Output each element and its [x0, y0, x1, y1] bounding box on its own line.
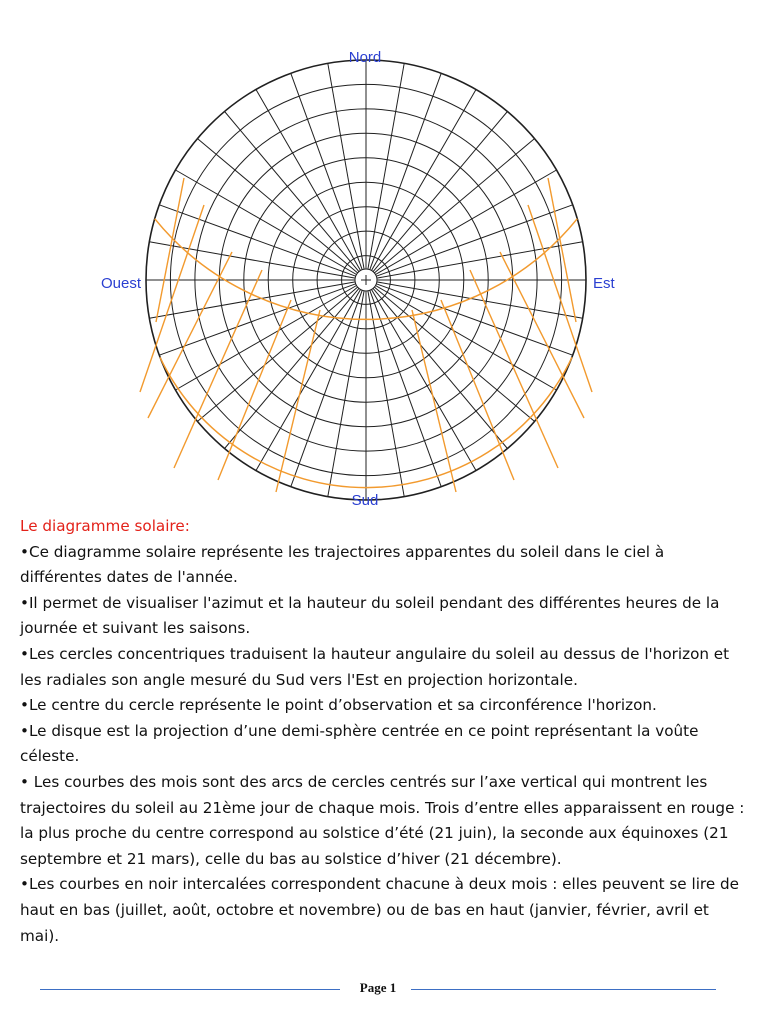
- azimuth-radial: [149, 282, 355, 318]
- hour-line: [500, 252, 584, 418]
- hour-line: [148, 252, 232, 418]
- hour-line: [548, 178, 576, 322]
- paragraph-2: •Il permet de visualiser l'azimut et la hauteur du soleil pendant des différentes heures de la journée et suivant les saisons.: [20, 593, 720, 638]
- azimuth-radial: [291, 73, 362, 269]
- paragraph-3: •Les cercles concentriques traduisent la hauteur angulaire du soleil au dessus de l'horizon et les radiales son angle mesuré du Sud vers l'Est en projection horizontale.: [20, 644, 730, 689]
- paragraph-6: • Les courbes des mois sont des arcs de cercles centrés sur l’axe vertical qui montrent les trajectoires du soleil au 21ème jour de chaque mois. Trois d’entre elles apparaissent en rouge : la plus proche du centre correspond au solstice d’été (21 juin), la seconde aux équinoxes (21 septembre et 21 mars), celle du bas au solstice d’hiver (21 décembre).: [20, 772, 745, 868]
- azimuth-radial: [328, 291, 364, 497]
- azimuth-radial: [256, 90, 361, 271]
- page-footer: [40, 978, 716, 1000]
- hour-line: [156, 178, 184, 322]
- section-title: Le diagramme solaire:: [20, 517, 190, 535]
- east-label: Est: [593, 275, 615, 292]
- azimuth-radial: [376, 284, 572, 355]
- azimuth-radial: [368, 291, 404, 497]
- north-label: Nord: [348, 49, 382, 66]
- azimuth-radial: [372, 90, 477, 271]
- azimuth-radial: [328, 63, 364, 269]
- azimuth-radial: [377, 282, 583, 318]
- footer-rule-right: [411, 989, 716, 990]
- description-text: [20, 514, 750, 949]
- azimuth-radial: [376, 205, 572, 276]
- paragraph-7: •Les courbes en noir intercalées correspondent chacune à deux mois : elles peuvent se lire de haut en bas (juillet, août, octobre et novembre) ou de bas en haut (janvier, février, avril et mai).: [20, 875, 739, 945]
- west-label: Ouest: [100, 275, 141, 292]
- hour-line: [528, 205, 592, 392]
- azimuth-radial: [376, 170, 557, 275]
- south-label: Sud: [351, 492, 379, 509]
- azimuth-radial: [368, 63, 404, 269]
- azimuth-radial: [256, 290, 361, 471]
- hour-line: [218, 300, 291, 480]
- azimuth-radial: [159, 284, 355, 355]
- azimuth-radial: [370, 73, 441, 269]
- paragraph-4: •Le centre du cercle représente le point d’observation et sa circonférence l'horizon.: [20, 696, 657, 715]
- paragraph-5: •Le disque est la projection d’une demi-sphère centrée en ce point représentant la voûte céleste.: [20, 721, 699, 766]
- azimuth-radial: [159, 205, 355, 276]
- page-number: Page 1: [359, 980, 397, 995]
- azimuth-radial: [372, 290, 477, 471]
- azimuth-radial: [176, 170, 357, 275]
- hour-line: [140, 205, 204, 392]
- polar-grid: [146, 60, 586, 500]
- paragraph-1: •Ce diagramme solaire représente les trajectoires apparentes du soleil dans le ciel à différentes dates de l'année.: [20, 542, 665, 587]
- hour-line: [441, 300, 514, 480]
